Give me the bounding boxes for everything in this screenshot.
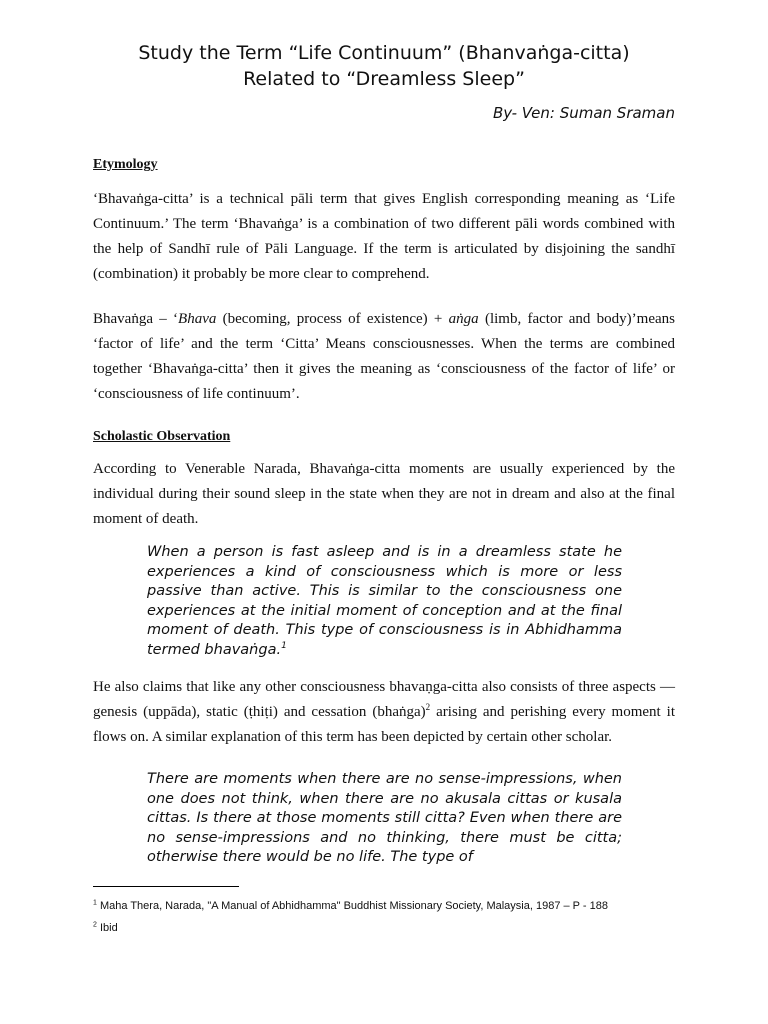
para2-part-c: (limb, factor and body)’means ‘factor of life’ and the term ‘Citta’ Means consciousnesses. When the terms are combined together ‘Bhavaṅga-citta’ then it gives the meaning as ‘consciousness of the factor of life’ or ‘consciousness of life continuum’.: [93, 311, 675, 402]
footnote-ref-1[interactable]: 1: [281, 641, 287, 652]
author-line: By- Ven: Suman Sraman: [492, 104, 675, 122]
footnote-1-text: Maha Thera, Narada, "A Manual of Abhidhamma" Buddhist Missionary Society, Malaysia, 1987 – P - 188: [96, 900, 608, 912]
etymology-paragraph-2: [93, 307, 675, 407]
scholastic-paragraph-1: According to Venerable Narada, Bhavaṅga-citta moments are usually experienced by the individual during their sound sleep in the state when they are not in dream and also at the final moment of death.: [93, 461, 675, 527]
para4-part-b: arising and perishing every moment it flows on. A similar explanation of this term has been depicted by certain other scholar.: [93, 704, 675, 745]
scholastic-heading: Scholastic Observation: [93, 429, 231, 444]
document-title: [60, 40, 708, 92]
footnote-1: [93, 900, 608, 912]
term-anga: aṅga: [448, 311, 479, 327]
footnote-2-number: 2: [93, 921, 97, 929]
title-line-1: Study the Term “Life Continuum” (Bhanvaṅga-citta): [138, 42, 630, 64]
footnote-2: [93, 922, 118, 934]
term-bhava: Bhava: [178, 311, 217, 327]
para2-part-a: Bhavaṅga – ‘: [93, 311, 179, 327]
quote-1-text: When a person is fast asleep and is in a dreamless state he experiences a kind of consciousness which is more or less passive than active. This is similar to the consciousness one experiences at the initial moment of conception and at the final moment of death. This type of consciousness is in Abhidhamma termed bhavaṅga.: [147, 544, 622, 658]
footnote-separator: [93, 886, 239, 887]
block-quote-2: There are moments when there are no sense-impressions, when one does not think, when there are no akusala cittas or kusala cittas. Is there at those moments still citta? Even when there are no sense-impressions and no thinking, there must be citta; otherwise there would be no life. The type of: [147, 771, 622, 866]
footnote-2-text: Ibid: [96, 922, 118, 934]
block-quote-1: [147, 543, 622, 661]
etymology-heading: Etymology: [93, 157, 158, 172]
scholastic-paragraph-2: [93, 675, 675, 750]
footnote-ref-2[interactable]: 2: [425, 702, 431, 712]
para2-part-b: (becoming, process of existence) +: [216, 311, 449, 327]
etymology-paragraph-1: ‘Bhavaṅga-citta’ is a technical pāli term that gives English corresponding meaning as ‘Life Continuum.’ The term ‘Bhavaṅga’ is a combination of two different pāli words combined with the help of Sandhī rule of Pāli Language. If the term is articulated by disjoining the sandhī (combination) it probably be more clear to comprehend.: [93, 191, 675, 282]
footnote-1-number: 1: [93, 899, 97, 907]
para4-part-a: He also claims that like any other consciousness bhavaṇga-citta also consists of three aspects —genesis (uppāda), static (ṭhiṭi) and cessation (bhaṅga): [93, 679, 675, 720]
title-line-2: Related to “Dreamless Sleep”: [243, 68, 525, 90]
